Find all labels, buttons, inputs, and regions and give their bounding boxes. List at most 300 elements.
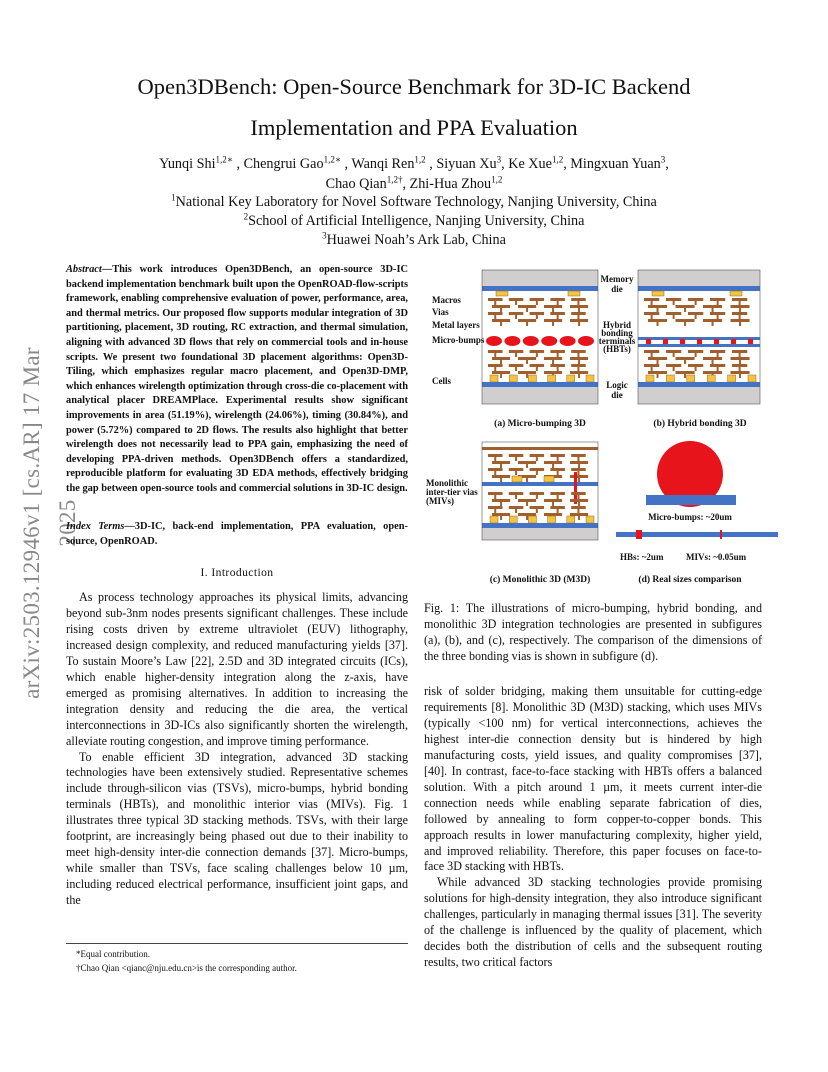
affiliation-mark: 2 [243,211,249,222]
metal-line [732,350,747,353]
metal-line [550,312,565,315]
cell [666,375,674,382]
memory-die-silicon [638,270,760,286]
author-affiliation-mark: 1,2∗ [215,154,233,165]
via [536,353,538,357]
micro-bump [523,336,539,346]
metal-line [710,364,725,367]
via [552,464,554,468]
via [684,322,686,326]
via [717,315,719,319]
author-separator: , [402,176,410,192]
hybrid-bond [697,339,702,344]
hybrid-bond [714,339,719,344]
via [717,301,719,305]
cell [646,375,654,382]
metal-line [703,371,722,374]
upper-tier-device [482,482,598,486]
paper-title [60,66,768,148]
via [657,374,659,378]
metal-line [544,319,562,322]
via [739,353,741,357]
via [515,353,517,357]
author-affiliation-mark: 3 [660,154,666,165]
via [552,322,554,326]
metal-line [518,305,536,308]
lower-tier-device [482,523,598,528]
via [684,360,686,364]
metal-line [550,364,565,367]
metal-line [710,350,725,353]
caption-b: (b) Hybrid bonding 3D [653,419,747,429]
via [515,457,517,461]
metal-line [666,298,681,301]
author-affiliation-mark: 1,2 [491,174,503,185]
hybrid-bond [731,339,736,344]
title-line-2: Implementation and PPA Evaluation [250,115,578,140]
macro [730,291,742,296]
via [494,301,496,305]
via [494,509,496,513]
via [494,353,496,357]
via [552,308,554,312]
metal-line [648,371,667,374]
metal-line [509,350,524,353]
metal-line [492,461,510,464]
via [739,367,741,371]
label-micro-bumps-size: Micro-bumps: ~20um [648,512,732,522]
abstract [66,263,408,497]
metal-line [703,305,722,308]
via [684,374,686,378]
via [578,374,580,378]
via [673,367,675,371]
right-paragraph-1: risk of solder bridging, making them unsuitable for cutting-edge requirements [8]. Monolithic 3D (M3D) stacking, which uses MIVs (typically <100 nm) for vertical interconnections, achieves the highest inter-die connection density but is hindered by high manufacturing costs, yield issues, and quality compromises [37], [40]. In contrast, face-to-face stacking with HBTs offers a balanced solution. With a pitch around 1 µm, it meets current inter-die connection needs while enabling separate fabrication of dies, followed by annealing to form copper-to-copper bonds. This approach results in lower manufacturing complexity, higher yield, and improved reliability. Therefore, this paper focuses on face-to-face 3D stacking with HBTs. [424,684,762,874]
metal-line [530,298,545,301]
panel-c-monolithic [482,442,598,540]
metal-line [509,506,524,509]
via [552,360,554,364]
label-memory-die: die [611,284,623,294]
via [673,353,675,357]
via [526,374,528,378]
via [739,308,741,312]
label-monolithic-vias: (MIVs) [426,496,454,506]
metal-line [509,312,524,315]
abstract-text: —This work introduces Open3DBench, an open-source 3D-IC backend implementation benchmark built upon the OpenROAD-flow-scripts framework, enabling comprehensive evaluation of power, performance, area, and thermal metrics. Our proposed flow supports modular integration of 3D partitioning, placement, 3D routing, RC extraction, and thermal simulation, aligning with advanced 3D flows that rely on commercial tools and in-house scripts. We present two foundational 3D placement algorithms: Open3D-Tiling, which emphasizes regular macro placement, and Open3D-DMP, which enhances wirelength optimization through cross-die co-placement with analytical placer DREAMPlace. Experimental results show significant improvements in area (51.19%), wirelength (24.06%), timing (30.84%), and power (5.72%) compared to 2D flows. The results also highlight that better wirelength does not necessarily lead to PPA gain, emphasizing the need of developing PPA-driven methods. Open3DBench offers a standardized, reproducible platform for evaluating 3D EDA methods, effectively bridging the gap between open-source tools and commercial solutions in 3D-IC design. [66,264,408,494]
memory-die-device-layer [638,286,760,291]
via [578,308,580,312]
author-separator: , [665,156,669,172]
author-affiliation-mark: 1,2∗ [323,154,341,165]
metal-line [703,319,722,322]
cell [728,375,736,382]
via [500,464,502,468]
via [739,315,741,319]
via [526,516,528,520]
metal-line [731,371,750,374]
metal-line [482,447,598,450]
author-list [60,154,768,194]
label-hbs-size: HBs: ~2um [620,552,664,562]
metal-line [676,371,695,374]
caption-c: (c) Monolithic 3D (M3D) [489,575,591,585]
metal-line [644,312,659,315]
metal-line [666,350,681,353]
metal-line [571,298,586,301]
label-hybrid-bonding: (HBTs) [603,344,631,354]
metal-line [666,312,681,315]
via [577,353,579,357]
via [739,360,741,364]
affiliation-mark: 3 [322,230,327,241]
hybrid-bond [646,339,651,344]
metal-line [492,357,510,360]
affiliation-list [60,193,768,250]
cell [586,375,594,382]
panel-b-hybrid-bonding [638,270,760,404]
via [717,353,719,357]
via [695,301,697,305]
bonding-layer [638,344,760,347]
label-logic-die: Logic [606,380,628,390]
via [717,367,719,371]
metal-line [509,298,524,301]
metal-line [648,319,667,322]
label-hybrid-bonding: bonding [601,328,633,338]
metal-line [644,298,659,301]
via [500,308,502,312]
label-micro-bumps: Micro-bumps [432,335,485,345]
via [515,471,517,475]
label-mivs-size: MIVs: ~0.05um [686,552,747,562]
via [712,308,714,312]
via [557,315,559,319]
arxiv-watermark: arXiv:2503.12946v1 [cs.AR] 17 Mar 2025 [19,347,80,699]
figure-1 [424,262,778,592]
metal-line [550,506,565,509]
via [557,353,559,357]
via [712,322,714,326]
cell [548,375,556,382]
metal-line [550,454,565,457]
metal-line [530,492,545,495]
intro-paragraph-2: To enable efficient 3D integration, advanced 3D stacking technologies have been extensively studied. Representative schemes include through-silicon vias (TSVs), micro-bumps, hybrid bonding terminals (HBTs), and monolithic interior vias (MIVs). Fig. 1 illustrates three typical 3D stacking methods. TSVs, with their large footprint, are increasingly being phased out due to their inability to meet high-density inter-die connection demands [37]. Micro-bumps, while smaller than TSVs, face scaling challenges below 10 µm, including reduced electrical performance, insufficient joint gaps, and the [66,749,408,908]
via [536,367,538,371]
via [515,315,517,319]
via [695,353,697,357]
cell [707,375,715,382]
via [578,478,580,482]
via [712,360,714,364]
metal-line [518,513,536,516]
via [739,322,741,326]
macro [652,291,664,296]
panel-d-size-comparison [616,441,778,539]
metal-line [488,312,503,315]
metal-line [648,305,667,308]
metal-line [488,298,503,301]
metal-line [488,506,503,509]
logic-die-device-layer [482,382,598,387]
via [695,315,697,319]
hb-scale [636,530,642,539]
macro [496,291,508,296]
via [577,471,579,475]
metal-line [644,364,659,367]
via [651,301,653,305]
metal-line [492,319,510,322]
metal-line [530,312,545,315]
metal-line [518,461,536,464]
metal-line [571,312,586,315]
via [578,502,580,506]
metal-line [732,298,747,301]
metal-line [492,305,510,308]
author-affiliation-mark: 3 [496,154,502,165]
metal-line [571,454,586,457]
metal-line [570,513,588,516]
via [515,367,517,371]
via [557,367,559,371]
via [494,495,496,499]
label-cells: Cells [432,376,451,386]
affiliation [60,212,768,231]
cell [528,516,536,523]
metal-line [688,364,703,367]
via [578,360,580,364]
hybrid-bond [680,339,685,344]
via [577,495,579,499]
cell [509,516,517,523]
cell [544,476,554,482]
via [577,315,579,319]
metal-line [644,350,659,353]
metal-line [492,475,510,478]
caption-d: (d) Real sizes comparison [638,575,742,585]
metal-line [488,454,503,457]
metal-line [732,312,747,315]
via [515,509,517,513]
via [577,301,579,305]
via [500,374,502,378]
miv-scale [720,530,722,539]
via [577,509,579,513]
section-heading-introduction: I. Introduction [200,566,274,579]
author-name: Ke Xue [508,156,552,172]
index-terms [66,520,408,549]
label-monolithic-vias: inter-tier vias [426,487,478,497]
affiliation-text: National Key Laboratory for Novel Software Technology, Nanjing University, China [175,194,657,210]
author-name: Zhi-Hua Zhou [409,176,492,192]
via [657,360,659,364]
affiliation [60,231,768,250]
metal-line [710,298,725,301]
via [651,353,653,357]
cell [509,375,517,382]
via [673,301,675,305]
via [500,502,502,506]
label-hybrid-bonding: terminals [598,336,636,346]
author-separator: , [340,156,352,172]
cell [567,375,575,382]
cell [548,516,556,523]
logic-die-silicon [638,387,760,404]
metal-line [492,371,510,374]
metal-line [676,319,695,322]
metal-line [530,350,545,353]
via [526,502,528,506]
right-column-body [424,684,762,971]
author-separator: , [563,156,571,172]
via [673,315,675,319]
metal-line [518,357,536,360]
via [536,471,538,475]
via [494,457,496,461]
via [526,464,528,468]
affiliation-text: School of Artificial Intelligence, Nanjing University, China [248,213,585,229]
via [515,301,517,305]
metal-line [710,312,725,315]
micro-bump [504,336,520,346]
metal-line [571,364,586,367]
cell [586,516,594,523]
via [695,367,697,371]
metal-line [518,319,536,322]
author-name: Chao Qian [325,176,387,192]
metal-line [509,364,524,367]
affiliation [60,193,768,212]
via [739,301,741,305]
metal-line [492,513,510,516]
label-vias: Vias [432,307,449,317]
affiliation-mark: 1 [171,192,176,203]
via [651,367,653,371]
memory-die-silicon [482,270,598,286]
via [526,322,528,326]
metal-line [488,350,503,353]
metal-line [570,319,588,322]
metal-line [570,357,588,360]
metal-line [544,305,562,308]
metal-line [571,350,586,353]
index-terms-text: —3D-IC, back-end implementation, PPA evaluation, open-source, OpenROAD. [66,521,408,547]
metal-line [570,461,588,464]
right-paragraph-2: While advanced 3D stacking technologies provide promising solutions for high-density integration, they also introduce significant challenges, particularly in managing thermal issues [31]. The severity of the challenge is influenced by the quality of placement, which decides both the distribution of cells and the subsequent routing results, two critical factors [424,875,762,970]
metal-line [570,371,588,374]
author-affiliation-mark: 1,2 [551,154,564,165]
via [526,360,528,364]
label-hybrid-bonding: Hybrid [602,320,632,330]
via [684,308,686,312]
author-name: Chengrui Gao [243,156,324,172]
micro-bump [541,336,557,346]
cell [528,375,536,382]
metal-line [570,499,588,502]
metal-line [731,319,750,322]
via [577,457,579,461]
metal-line [530,506,545,509]
label-memory-die: Memory [600,274,634,284]
metal-line [544,357,562,360]
via [494,471,496,475]
author-name: Mingxuan Yuan [570,156,661,172]
metal-line [530,468,545,471]
metal-line [550,350,565,353]
via [536,301,538,305]
via [500,478,502,482]
author-affiliation-mark: 1,2† [386,174,403,185]
micro-bump [486,336,502,346]
affiliation-text: Huawei Noah’s Ark Lab, China [326,232,506,248]
via [557,509,559,513]
metal-line [688,350,703,353]
metal-line [518,371,536,374]
via [739,374,741,378]
figure-caption: Fig. 1: The illustrations of micro-bumping, hybrid bonding, and monolithic 3D integration technologies are presented in subfigures (a), (b), and (c), respectively. The comparison of the dimensions of the three bonding vias is shown in subfigure (d). [424,601,762,663]
via [494,315,496,319]
cell [490,375,498,382]
via [552,502,554,506]
metal-line [530,454,545,457]
via [536,457,538,461]
cell [687,375,695,382]
author-separator: , [425,156,437,172]
metal-line [688,312,703,315]
metal-line [509,454,524,457]
metal-line [488,468,503,471]
footnote-corresponding-author: †Chao Qian <qianc@nju.edu.cn>is the corresponding author. [76,963,297,973]
metal-line [676,357,695,360]
metal-line [571,468,586,471]
via [578,464,580,468]
via [557,471,559,475]
metal-line [488,364,503,367]
author-affiliation-mark: 1,2 [414,154,426,165]
metal-line [509,468,524,471]
introduction-body [66,590,408,909]
intro-paragraph-1: As process technology approaches its physical limits, advancing beyond sub-3nm nodes presents significant challenges. These include rising costs driven by extreme ultraviolet (EUV) lithography, increased design complexity, and reduced manufacturing yields [37]. To sustain Moore’s Law [22], 2.5D and 3D integrated circuits (ICs), which enable higher-density integration along the z-axis, have emerged as promising alternatives. In addition to increasing the integration density and reducing the die area, the vertical interconnections in 3D-ICs also significantly shorten the wirelength, alleviate routing congestion, and improve timing performance. [66,590,408,748]
metal-line [571,506,586,509]
metal-line [731,305,750,308]
via [526,308,528,312]
metal-line [544,499,562,502]
via [651,315,653,319]
logic-die-device-layer [638,382,760,387]
lower-tier-silicon [482,528,598,540]
via [657,322,659,326]
metal-line [703,357,722,360]
author-name: Siyuan Xu [436,156,497,172]
metal-line [676,305,695,308]
memory-die-device-layer [482,286,598,291]
metal-line [544,461,562,464]
via [500,360,502,364]
cell [748,375,756,382]
author-name: Wanqi Ren [351,156,415,172]
via [557,495,559,499]
via [577,367,579,371]
metal-line [509,492,524,495]
hybrid-bond [663,339,668,344]
metal-line [550,298,565,301]
metal-line [550,468,565,471]
micro-bump [578,336,594,346]
via [500,516,502,520]
caption-a: (a) Micro-bumping 3D [494,419,586,429]
metal-line [488,492,503,495]
footnotes [66,943,408,975]
